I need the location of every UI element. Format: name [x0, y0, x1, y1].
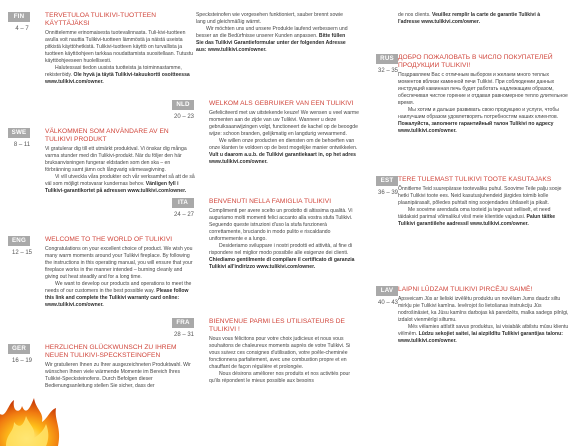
paragraph: Õnnitleme Teid suurepärase tootevaliku puhul. Soovime Teile palju sooje hetki Tulikivi toote ees. Neid kasutusjuhendeid järgides toimib kolle plaanipärasalt, põledes puhtalt ning soojendades ühtlaselt ja pikalt.	[398, 186, 562, 207]
language-tag-nld: NLD	[172, 100, 194, 110]
content-lav	[398, 286, 570, 345]
paragraph	[45, 281, 195, 309]
section-title-est: TERE TULEMAST TULIKIVI TOOTE KASUTAJAKS	[398, 176, 552, 183]
language-tag-rus: RUS	[376, 54, 398, 64]
language-tag-swe: SWE	[8, 128, 30, 138]
paragraph-text: de nos clients.	[398, 12, 432, 18]
paragraph: Congratulations on your excellent choice of product. We wish you many warm moments around your Tulikivi fireplace. By following the instructions in this operating manual, you will ensure that your fireplace works in the manner intended – burning cleanly and giving out heat steadily and for a long time.	[45, 246, 193, 281]
paragraph-text: Wir möchten uns und unsere Produkte laufend verbessern und besser an die Bedürfnisse unserer Kunden anpassen.	[196, 26, 348, 40]
body-fra	[209, 336, 361, 385]
section-title-eng: WELCOME TO THE WORLD OF TULIKIVI	[45, 236, 173, 243]
section-title-fra: BIENVENUE PARMI LES UTILISATEURS DE TULIKIVI !	[209, 318, 345, 333]
paragraph: Wir gratulieren Ihnen zu Ihrer ausgezeichneten Produktwahl. Wir wünschen Ihnen viele wärmende Momente im Bereich Ihres Tulikivi-Specksteinofens. Durch Befolgen dieser Bedienungsanleitung stellen Sie sicher, dass der	[45, 362, 191, 390]
paragraph	[398, 207, 570, 228]
paragraph: Apsveicam Jūs ar lieliski izvēlētu produktu un novēlam Jums daudz siltu mirkļu pie Tulikivi kamīna. Ievērojot šo lietošanas instrukciju Jūs nodrošināsiet, ka Jūsu kamīns darbojas kā paredzēts, malka sadegs pilnīgi, izdalot vienmērīgi siltumu.	[398, 296, 569, 324]
body-swe	[45, 146, 195, 195]
page-range-eng: 12 – 15	[11, 250, 33, 256]
content-fra-continued	[398, 12, 548, 26]
section-title-ger: HERZLICHEN GLÜCKWUNSCH ZU IHREM NEUEN TULIKIVI-SPECKSTEINOFEN	[45, 344, 177, 359]
paragraph-text: We willen onze producten en diensten om de behoeften van onze klanten te voldoen op de best mogelijke manier ontwikkelen.	[209, 138, 358, 152]
paragraph: Specksteinofen wie vorgesehen funktioniert, sauber brennt sowie lang und gleichmäßig wärmt.	[196, 12, 343, 26]
paragraph-text: Vi vill utveckla våra produkter och vår verksamhet så att de så väl som möjligt motsvarar kundernas behov.	[45, 174, 195, 188]
page-range-fin: 4 – 7	[15, 26, 29, 32]
paragraph-emphasis: Vult u daarom a.u.b. de Tulikivi garantiekaart in, op het adres www.tulikivi.com/owner.	[209, 152, 356, 166]
paragraph-text: Me soovime arendada oma tooteid ja tegevust selliselt, et need täidaksid parimal võimalikul viisil meie klientide vajadusi.	[398, 207, 551, 221]
paragraph	[398, 324, 570, 345]
paragraph: Nous désirons améliorer nos produits et nos activités pour qu'ils répondent le mieux possible aux besoins	[209, 371, 351, 385]
paragraph-text: Halutessasi tiedon uusista tuotteista ja toiminnastamme, rekisteröidy.	[45, 65, 182, 79]
page-range-ger: 16 – 19	[11, 358, 33, 364]
paragraph: Nous vous félicitons pour votre choix judicieux et nous vous souhaitons de chaleureux moments auprès de votre Tulikivi. Si vous suivez ces consignes d'utilisation, votre poêle-cheminée fonctionnera parfaitement, avec une combustion propre et en chauffant de façon régulière et prolongée.	[209, 336, 351, 371]
paragraph	[398, 12, 548, 26]
body-fra-continued	[398, 12, 548, 26]
section-title-swe: VÄLKOMMEN SOM ANVÄNDARE AV EN TULIKIVI PRODUKT	[45, 128, 169, 143]
paragraph-text: Мы хотим и дальше развивать свою продукцию и услуги, чтобы наилучшим образом удовлетворять потребностям наших клиентов.	[398, 107, 559, 121]
section-title-lav: LAIPNI LŪDZAM TULIKIVI PIRCĒJU SAIMĒ!	[398, 286, 533, 293]
paragraph	[209, 243, 361, 271]
content-nld	[209, 100, 361, 166]
paragraph: Поздравляем Вас с отличным выбором и желаем много теплых моментов вблизи каминной печи Tulikivi. При соблюдении данных инструкций каминная печь будет работать надлежащим образом, обеспечивая чистое горение и отдавая равномерное тепло длительное время.	[398, 72, 568, 107]
paragraph	[196, 26, 349, 54]
paragraph-emphasis: Please follow this link and complete the Tulikivi warranty card online: www.tulikivi.com/owner.	[45, 288, 189, 309]
paragraph-emphasis: Chiediamo gentilmente di compilare il certificato di garanzia Tulikivi all'indirizzo www.tulikivi.com/owner.	[209, 257, 355, 271]
section-title-fin: TERVETULOA TULIKIVI-TUOTTEEN KÄYTTÄJÄKSI	[45, 12, 157, 27]
page-range-ita: 24 – 27	[173, 212, 195, 218]
page-range-fra: 28 – 31	[173, 332, 195, 338]
page-range-swe: 8 – 11	[13, 142, 31, 148]
section-title-rus: ДОБРО ПОЖАЛОВАТЬ В ЧИСЛО ПОКУПАТЕЛЕЙ ПРОДУКЦИИ TULIKIVI!	[398, 54, 553, 69]
body-ita	[209, 208, 361, 271]
content-ita	[209, 198, 361, 271]
paragraph-text: Desideriamo sviluppare i nostri prodotti ed attività, al fine di rispondere nel miglior modo possibile alle esigenze dei clienti.	[209, 243, 353, 257]
paragraph-emphasis: Пожалуйста, заполните гарантийный талон Tulikivi по адресу www.tulikivi.com/owner.	[398, 121, 554, 135]
paragraph: Onnittelemme erinomaisesta tuotevalinnasta. Tuli-kivi-tuotteen avulla voit nauttia Tulikivi-tuotteen lämmöstä ja näistä useista pitkistä käyttöhetkistä. Tulikivi-tuotteen käyttö on turvallista ja tuotteen käyttöohjeen tarkkaa noudattamista suositellaan. Tutustu käyttöohjeeseen huolellisesti.	[45, 30, 194, 65]
paragraph	[209, 138, 361, 166]
body-ger-continued	[196, 12, 349, 54]
paragraph: Complimenti per avere scelto un prodotto di altissima qualità. Vi auguriamo molti momenti felici accanto alla vostra stufa Tulikivi. Seguendo queste istruzioni d'uso la stufa funzionerà correttamente, bruciando in modo pulito e riscaldando uniformemente e a lungo.	[209, 208, 353, 243]
page-range-lav: 40 – 43	[377, 300, 399, 306]
language-tag-fin: FIN	[8, 12, 30, 22]
language-tag-est: EST	[376, 176, 398, 186]
content-fin	[45, 12, 195, 86]
paragraph: Gefeliciteerd met uw uitstekende keuze! We wensen u veel warme momenten aan de zijde van uw Tulikivi. Wanneer u deze gebruiksaanwijzingen volgt, functioneert de kachel op de beoogde wijze: schoon branden, gelijkmatig en langdurig verwarmend.	[209, 110, 359, 138]
language-tag-eng: ENG	[8, 236, 30, 246]
content-rus	[398, 54, 570, 135]
paragraph: Vi gratulerar dig till ett utmärkt produktval. Vi önskar dig många varma stunder med din Tulikivi-produkt. När du följer den här bruksanvisningen fungerar eldstaden som den ska – en förbränning samt jämn och långvarig värmeavgivning.	[45, 146, 187, 174]
paragraph	[398, 107, 570, 135]
body-eng	[45, 246, 195, 309]
body-nld	[209, 110, 361, 166]
page-range-rus: 32 – 35	[377, 68, 399, 74]
language-tag-fra: FRA	[172, 318, 194, 328]
paragraph-emphasis: Palun täitke Tulikivi garantiilehe aadressil www.tulikivi.com/owner.	[398, 214, 556, 228]
content-ger-continued	[196, 12, 349, 54]
content-ger	[45, 344, 195, 390]
paragraph-text: We want to develop our products and operations to meet the needs of our customers in the best possible way.	[45, 281, 192, 295]
body-est	[398, 186, 570, 228]
flame-image	[0, 394, 62, 446]
language-tag-lav: LAV	[376, 286, 398, 296]
body-rus	[398, 72, 570, 135]
paragraph-emphasis: Lūdzu sekojiet saitei, lai aizpildītu Tulikivi garantijas talonu: www.tulikivi.com/owner.	[398, 331, 563, 345]
content-est	[398, 176, 570, 228]
page-range-nld: 20 – 23	[173, 114, 195, 120]
paragraph-emphasis: Veuillez remplir la carte de garantie Tulikivi à l'adresse www.tulikivi.com/owner.	[398, 12, 541, 26]
paragraph-emphasis: Ole hyvä ja täytä Tulikivi-takuukortti osoitteessa www.tulikivi.com/owner.	[45, 72, 190, 86]
page-range-est: 36 – 39	[377, 190, 399, 196]
content-swe	[45, 128, 195, 195]
section-title-ita: BENVENUTI NELLA FAMIGLIA TULIKIVI	[209, 198, 332, 205]
content-eng	[45, 236, 195, 309]
paragraph	[45, 174, 195, 195]
paragraph-emphasis: Bitte füllen Sie das Tulikivi Garantieformular unter der folgenden Adresse aus: www.tulikivi.com/owner.	[196, 33, 346, 54]
body-lav	[398, 296, 570, 345]
body-fin	[45, 30, 195, 86]
language-tag-ita: ITA	[172, 198, 194, 208]
paragraph	[45, 65, 195, 86]
section-title-nld: WELKOM ALS GEBRUIKER VAN EEN TULIKIVI	[209, 100, 354, 107]
content-fra	[209, 318, 361, 385]
language-tag-ger: GER	[8, 344, 30, 354]
paragraph-text: Mēs vēlamies attīstīt savus produktus, lai visiabāk atbilstu mūsu klientu vēlmēm.	[398, 324, 569, 338]
body-ger	[45, 362, 195, 390]
paragraph-emphasis: Vänligen fyll i Tulikivi-garantikortet på adressen www.tulikivi.com/owner.	[45, 181, 187, 195]
